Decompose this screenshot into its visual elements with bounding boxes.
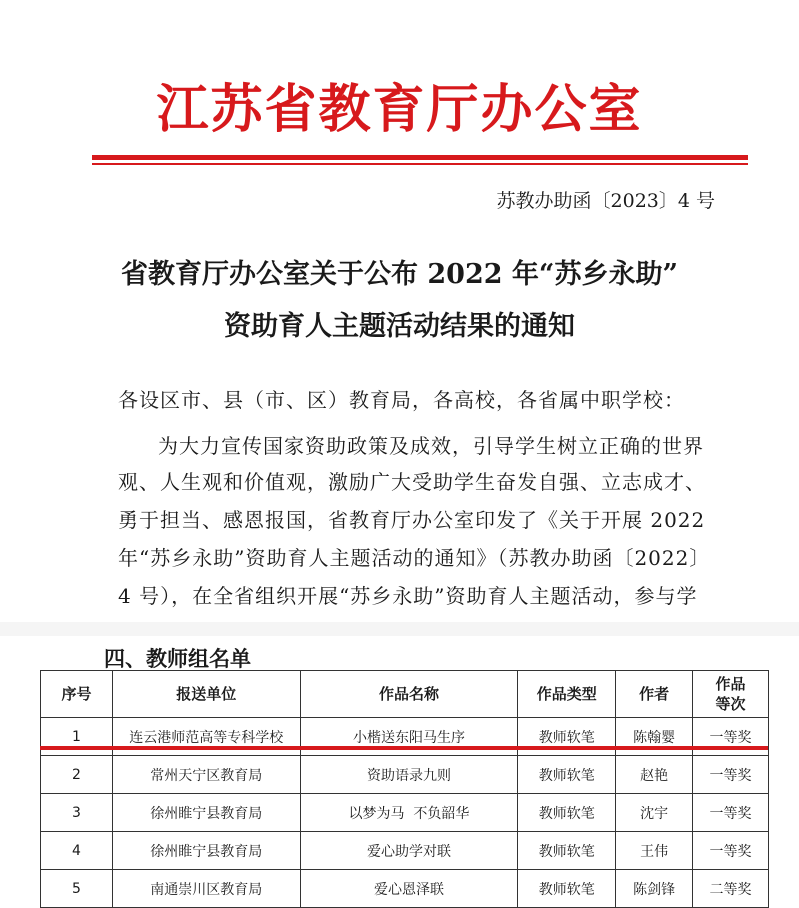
column-header-index: 序号 — [41, 671, 113, 718]
table-row — [41, 832, 769, 870]
cell-work: 资助语录九则 — [300, 756, 518, 794]
table-row — [41, 756, 769, 794]
cell-unit: 徐州睢宁县教育局 — [112, 794, 300, 832]
cell-unit: 南通崇川区教育局 — [112, 870, 300, 908]
cell-index: 4 — [41, 832, 113, 870]
body-line-2: 观、人生观和价值观，激励广大受助学生奋发自强、立志成才、 — [118, 470, 706, 494]
table-row — [41, 870, 769, 908]
cell-author: 王伟 — [616, 832, 693, 870]
cell-author: 陈翰婴 — [616, 718, 693, 756]
notice-title-line-1: 省教育厅办公室关于公布 2022 年“苏乡永助” — [120, 259, 678, 290]
cell-type: 教师软笔 — [518, 718, 616, 756]
cell-rank: 一等奖 — [693, 718, 769, 756]
cell-rank: 一等奖 — [693, 832, 769, 870]
issuing-agency-title: 江苏省教育厅办公室 — [156, 79, 643, 140]
cell-work: 以梦为马 不负韶华 — [300, 794, 518, 832]
cell-index: 1 — [41, 718, 113, 756]
cell-unit: 常州天宁区教育局 — [112, 756, 300, 794]
cell-rank: 一等奖 — [693, 756, 769, 794]
column-header-rank — [693, 671, 769, 718]
cell-author: 陈剑锋 — [616, 870, 693, 908]
row-highlight-underline — [40, 746, 768, 750]
cell-author: 沈宇 — [616, 794, 693, 832]
header-red-rule-thin — [92, 163, 748, 165]
section-heading: 四、教师组名单 — [104, 647, 251, 671]
cell-type: 教师软笔 — [518, 832, 616, 870]
cell-rank: 一等奖 — [693, 794, 769, 832]
cell-type: 教师软笔 — [518, 794, 616, 832]
cell-index: 2 — [41, 756, 113, 794]
notice-title-line-2: 资助育人主题活动结果的通知 — [224, 311, 575, 342]
cell-work: 爱心恩泽联 — [300, 870, 518, 908]
document-number: 苏教办助函〔2023〕4 号 — [496, 190, 715, 212]
column-header-author: 作者 — [616, 671, 693, 718]
body-line-1: 为大力宣传国家资助政策及成效，引导学生树立正确的世界 — [158, 434, 704, 458]
header-red-rule-thick — [92, 155, 748, 160]
cell-work: 小楷送东阳马生序 — [300, 718, 518, 756]
cell-type: 教师软笔 — [518, 756, 616, 794]
cell-unit: 连云港师范高等专科学校 — [112, 718, 300, 756]
column-header-unit: 报送单位 — [112, 671, 300, 718]
cell-work: 爱心助学对联 — [300, 832, 518, 870]
table-row — [41, 794, 769, 832]
column-header-type: 作品类型 — [518, 671, 616, 718]
body-line-3: 勇于担当、感恩报国，省教育厅办公室印发了《关于开展 2022 — [118, 508, 706, 532]
page-break-gap — [0, 622, 799, 636]
cell-author: 赵艳 — [616, 756, 693, 794]
body-line-4: 年“苏乡永助”资助育人主题活动的通知》（苏教办助函〔2022〕 — [118, 546, 711, 570]
column-header-rank-line-1: 作品 — [715, 675, 746, 693]
column-header-rank-line-2: 等次 — [715, 695, 746, 713]
salutation: 各设区市、县（市、区）教育局，各高校，各省属中职学校： — [118, 388, 685, 412]
cell-unit: 徐州睢宁县教育局 — [112, 832, 300, 870]
cell-type: 教师软笔 — [518, 870, 616, 908]
teacher-award-table — [40, 670, 769, 908]
cell-rank: 二等奖 — [693, 870, 769, 908]
cell-index: 5 — [41, 870, 113, 908]
cell-index: 3 — [41, 794, 113, 832]
column-header-work: 作品名称 — [300, 671, 518, 718]
table-header-row — [41, 671, 769, 718]
body-line-5: 4 号），在全省组织开展“苏乡永助”资助育人主题活动，参与学 — [118, 584, 698, 608]
